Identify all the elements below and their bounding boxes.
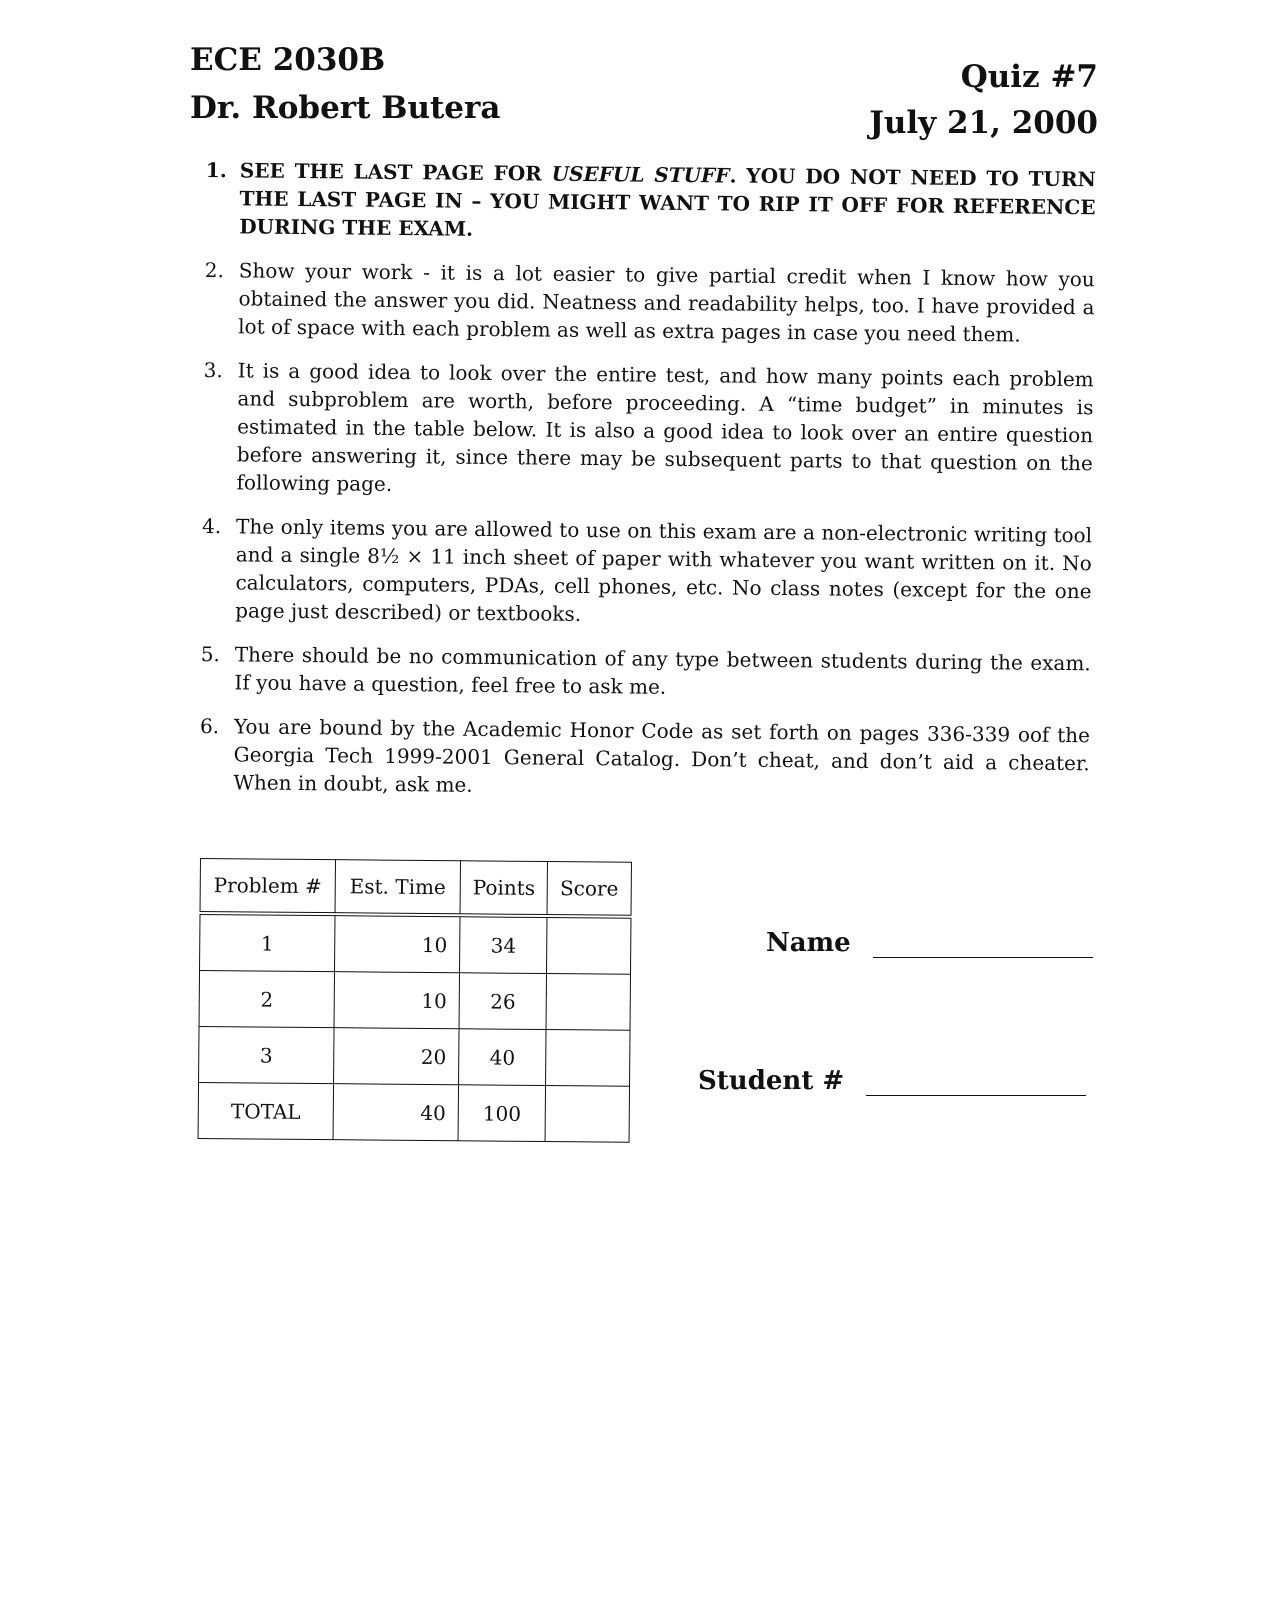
table-row	[199, 971, 630, 1031]
cell-points: 34	[460, 915, 548, 973]
cell-points: 26	[459, 973, 547, 1030]
cell-problem: 2	[199, 971, 334, 1028]
instruction-number: 1.	[205, 157, 227, 183]
table-row	[200, 913, 631, 974]
cell-score	[546, 1030, 630, 1087]
instruction-number: 3.	[203, 357, 223, 383]
cell-points: 40	[459, 1029, 547, 1086]
column-header-points: Points	[460, 861, 548, 916]
student-number-field	[698, 1066, 1086, 1096]
table-row	[199, 1026, 630, 1086]
column-header-est-time: Est. Time	[335, 860, 460, 916]
name-blank-line[interactable]	[873, 935, 1093, 958]
instructions-list	[199, 156, 1096, 821]
cell-problem: 3	[199, 1026, 334, 1083]
student-number-label: Student #	[698, 1066, 845, 1096]
quiz-date: July 21, 2000	[869, 105, 1098, 141]
cell-problem: 1	[200, 913, 335, 972]
student-number-blank-line[interactable]	[866, 1073, 1086, 1096]
instruction-number: 6.	[199, 713, 220, 739]
cell-est-time: 20	[334, 1028, 459, 1085]
instruction-text-post: . YOU DO NOT NEED TO TURN THE LAST PAGE IN – YOU MIGHT WANT TO RIP IT OFF FOR REFERENCE DURING THE EXAM.	[239, 163, 1096, 241]
cell-score	[545, 1086, 629, 1143]
table-header-row	[200, 859, 631, 917]
name-label: Name	[766, 928, 851, 958]
header-left	[190, 36, 500, 132]
cell-est-time: 10	[335, 914, 460, 973]
course-code: ECE 2030B	[190, 42, 386, 78]
column-header-score: Score	[547, 862, 631, 917]
cell-est-time: 10	[334, 972, 459, 1029]
cell-score	[547, 916, 631, 974]
instruction-item	[205, 156, 1096, 249]
score-table	[198, 858, 632, 1143]
instructor-name: Dr. Robert Butera	[190, 90, 501, 126]
header-right	[869, 54, 1098, 146]
instruction-number: 2.	[204, 257, 225, 283]
instruction-item	[200, 640, 1091, 705]
name-field	[766, 928, 1093, 958]
cell-points: 100	[458, 1085, 546, 1142]
instruction-number: 5.	[200, 641, 221, 667]
table-row-total	[198, 1082, 629, 1142]
column-header-problem: Problem #	[200, 859, 335, 915]
instruction-item	[199, 712, 1090, 805]
instruction-number: 4.	[201, 513, 222, 539]
instruction-text: You are bound by the Academic Honor Code as set forth on pages 336-339 oof the Georgia Tech 1999-2001 General Catalog. Don’t cheat, and don’t aid a cheater. When in doubt, ask me.	[233, 714, 1091, 797]
instruction-text-pre: SEE THE LAST PAGE FOR	[239, 158, 552, 186]
cell-score	[546, 974, 630, 1031]
instruction-item	[201, 512, 1092, 633]
instruction-text-emphasis: USEFUL STUFF	[551, 161, 730, 188]
instruction-text: Show your work - it is a lot easier to give partial credit when I know how you obtained the answer you did. Neatness and readability helps, too. I have provided a lot of space with each problem as well as extra pages in case you need them.	[238, 258, 1095, 347]
instruction-item	[202, 356, 1093, 505]
cell-est-time: 40	[333, 1084, 458, 1141]
instruction-item	[204, 256, 1095, 349]
quiz-title: Quiz #7	[960, 59, 1098, 95]
instruction-text: It is a good idea to look over the entire test, and how many points each problem and subproblem are worth, before proceeding. A “time budget” in minutes is estimated in the table below. It is also a good idea to look over an entire question before answering it, since there may be subsequent parts to that question on the following page.	[236, 358, 1094, 496]
instruction-text: The only items you are allowed to use on this exam are a non-electronic writing tool and a single 8½ × 11 inch sheet of paper with whatever you want written on it. No calculators, computers, PDAs, cell phones, etc. No class notes (except for the one page just described) or textbooks.	[235, 514, 1093, 626]
cell-problem: TOTAL	[198, 1082, 333, 1139]
instruction-text: There should be no communication of any type between students during the exam. If you have a question, feel free to ask me.	[234, 642, 1091, 699]
